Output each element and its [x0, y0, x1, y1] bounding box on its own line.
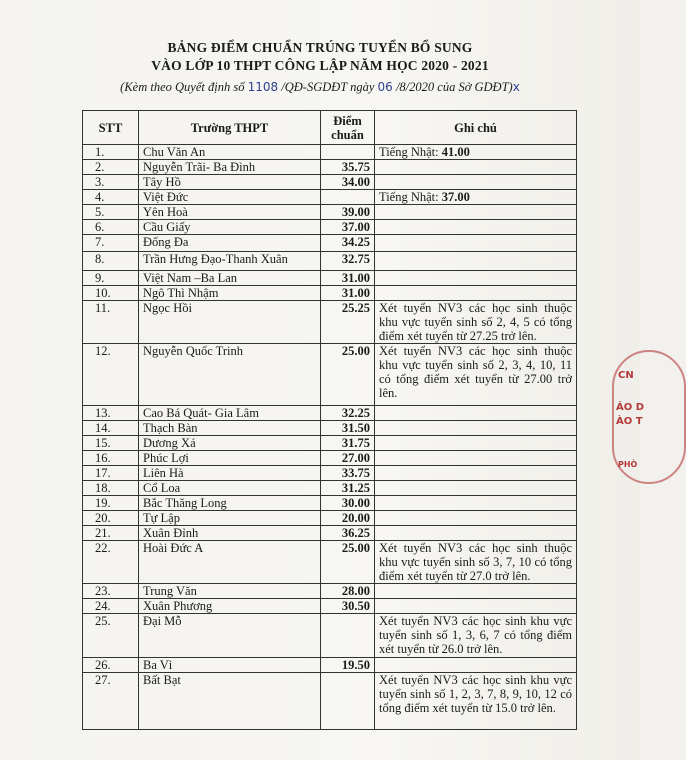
row-school: Nguyễn Trãi- Ba Đình	[139, 160, 321, 175]
stamp-text-1: CN	[618, 370, 634, 381]
row-score: 31.25	[321, 481, 375, 496]
decision-reference	[0, 80, 640, 95]
row-score	[321, 190, 375, 205]
row-school: Đống Đa	[139, 235, 321, 252]
table-row	[83, 175, 577, 190]
note-label: Tiếng Nhật:	[379, 145, 442, 159]
note-value: 37.00	[441, 190, 470, 204]
header-stt: STT	[83, 111, 139, 145]
note-mid: /QĐ-SGDĐT ngày	[278, 80, 378, 94]
row-stt: 20.	[83, 511, 139, 526]
row-stt: 3.	[83, 175, 139, 190]
row-stt: 8.	[83, 252, 139, 271]
table-row	[83, 252, 577, 271]
row-school: Thạch Bàn	[139, 421, 321, 436]
row-score: 30.00	[321, 496, 375, 511]
stamp-text-4: PHÒ	[618, 460, 638, 469]
table-row	[83, 301, 577, 344]
row-stt: 26.	[83, 658, 139, 673]
row-score: 25.25	[321, 301, 375, 344]
table-row	[83, 614, 577, 658]
row-note	[375, 421, 577, 436]
stamp-text-3: ÀO T	[616, 416, 643, 427]
row-score: 28.00	[321, 584, 375, 599]
row-note	[375, 252, 577, 271]
table-row	[83, 599, 577, 614]
row-school: Dương Xá	[139, 436, 321, 451]
table-row	[83, 481, 577, 496]
row-school: Cầu Giấy	[139, 220, 321, 235]
row-school: Tây Hồ	[139, 175, 321, 190]
row-score: 25.00	[321, 541, 375, 584]
row-school: Cổ Loa	[139, 481, 321, 496]
row-school: Bắc Thăng Long	[139, 496, 321, 511]
row-school: Tự Lập	[139, 511, 321, 526]
table-row	[83, 160, 577, 175]
row-score: 19.50	[321, 658, 375, 673]
row-stt: 5.	[83, 205, 139, 220]
row-stt: 13.	[83, 406, 139, 421]
row-school: Việt Nam –Ba Lan	[139, 271, 321, 286]
row-school: Đại Mỗ	[139, 614, 321, 658]
table-row	[83, 344, 577, 406]
row-score: 31.00	[321, 271, 375, 286]
table-row	[83, 496, 577, 511]
row-score: 32.25	[321, 406, 375, 421]
row-note	[375, 220, 577, 235]
row-note	[375, 160, 577, 175]
row-note	[375, 511, 577, 526]
row-school: Trung Văn	[139, 584, 321, 599]
row-score: 20.00	[321, 511, 375, 526]
stamp-text-2: ÁO D	[616, 402, 645, 413]
table-row	[83, 451, 577, 466]
row-score: 35.75	[321, 160, 375, 175]
table-row	[83, 271, 577, 286]
row-school: Xuân Đỉnh	[139, 526, 321, 541]
row-school: Phúc Lợi	[139, 451, 321, 466]
row-note: Xét tuyển NV3 các học sinh khu vực tuyển sinh số 1, 3, 6, 7 có tổng điểm xét tuyển từ 26.0 trở lên.	[375, 614, 577, 658]
table-row	[83, 286, 577, 301]
row-note	[375, 271, 577, 286]
table-row	[83, 421, 577, 436]
table-row	[83, 145, 577, 160]
table-row	[83, 584, 577, 599]
row-stt: 11.	[83, 301, 139, 344]
row-score: 32.75	[321, 252, 375, 271]
row-score: 37.00	[321, 220, 375, 235]
score-table	[82, 110, 577, 730]
row-school: Liên Hà	[139, 466, 321, 481]
row-note	[375, 175, 577, 190]
table-row	[83, 673, 577, 730]
row-stt: 2.	[83, 160, 139, 175]
row-school: Ngô Thì Nhậm	[139, 286, 321, 301]
note-prefix: (Kèm theo Quyết định số	[120, 80, 248, 94]
note-suffix: /8/2020 của Sở GDĐT)	[392, 80, 513, 94]
row-note	[375, 599, 577, 614]
row-note: Xét tuyển NV3 các học sinh thuộc khu vực tuyển sinh số 2, 3, 4, 10, 11 có tổng điểm xét tuyển từ 27.00 trở lên.	[375, 344, 577, 406]
row-stt: 19.	[83, 496, 139, 511]
row-stt: 17.	[83, 466, 139, 481]
row-score: 25.00	[321, 344, 375, 406]
row-note	[375, 584, 577, 599]
header-school: Trường THPT	[139, 111, 321, 145]
row-stt: 24.	[83, 599, 139, 614]
row-note	[375, 235, 577, 252]
row-score	[321, 614, 375, 658]
note-value: 41.00	[441, 145, 470, 159]
row-note	[375, 286, 577, 301]
row-school: Ngọc Hồi	[139, 301, 321, 344]
row-score: 39.00	[321, 205, 375, 220]
row-score: 31.75	[321, 436, 375, 451]
row-stt: 15.	[83, 436, 139, 451]
row-score: 33.75	[321, 466, 375, 481]
handwritten-mark: x	[512, 80, 520, 94]
row-school: Việt Đức	[139, 190, 321, 205]
row-school: Trần Hưng Đạo-Thanh Xuân	[139, 252, 321, 271]
row-score: 34.00	[321, 175, 375, 190]
row-stt: 16.	[83, 451, 139, 466]
header-score-line2: chuẩn	[331, 127, 364, 142]
row-note: Xét tuyển NV3 các học sinh thuộc khu vực tuyển sinh số 2, 4, 5 có tổng điểm xét tuyển từ 27.25 trở lên.	[375, 301, 577, 344]
note-label: Tiếng Nhật:	[379, 190, 442, 204]
header-score-line1: Điểm	[333, 113, 362, 128]
row-note: Xét tuyển NV3 các học sinh khu vực tuyển sinh số 1, 2, 3, 7, 8, 9, 10, 12 có tổng điểm xét tuyển từ 15.0 trở lên.	[375, 673, 577, 730]
table-row	[83, 658, 577, 673]
row-note	[375, 496, 577, 511]
row-school: Bất Bạt	[139, 673, 321, 730]
row-note	[375, 481, 577, 496]
row-note	[375, 526, 577, 541]
table-row	[83, 466, 577, 481]
header-note: Ghi chú	[375, 111, 577, 145]
row-note	[375, 406, 577, 421]
official-stamp	[608, 350, 648, 480]
row-stt: 21.	[83, 526, 139, 541]
row-stt: 18.	[83, 481, 139, 496]
table-row	[83, 406, 577, 421]
header-score	[321, 111, 375, 145]
row-school: Hoài Đức A	[139, 541, 321, 584]
decision-number: 1108	[247, 80, 279, 94]
table-row	[83, 205, 577, 220]
row-score: 27.00	[321, 451, 375, 466]
document-title-line1: BẢNG ĐIỂM CHUẨN TRÚNG TUYỂN BỔ SUNG	[167, 40, 473, 55]
row-note	[375, 436, 577, 451]
row-stt: 14.	[83, 421, 139, 436]
row-stt: 1.	[83, 145, 139, 160]
row-score: 31.00	[321, 286, 375, 301]
document-title-line2: VÀO LỚP 10 THPT CÔNG LẬP NĂM HỌC 2020 - 2021	[151, 58, 489, 73]
row-note	[375, 190, 577, 205]
row-school: Chu Văn An	[139, 145, 321, 160]
row-school: Ba Vì	[139, 658, 321, 673]
row-stt: 7.	[83, 235, 139, 252]
row-stt: 12.	[83, 344, 139, 406]
table-row	[83, 235, 577, 252]
row-school: Nguyễn Quốc Trinh	[139, 344, 321, 406]
table-row	[83, 220, 577, 235]
table-row	[83, 526, 577, 541]
row-stt: 6.	[83, 220, 139, 235]
row-school: Yên Hoà	[139, 205, 321, 220]
row-score: 30.50	[321, 599, 375, 614]
table-header-row	[83, 111, 577, 145]
table-row	[83, 190, 577, 205]
row-school: Cao Bá Quát- Gia Lâm	[139, 406, 321, 421]
row-stt: 9.	[83, 271, 139, 286]
row-school: Xuân Phương	[139, 599, 321, 614]
row-score: 36.25	[321, 526, 375, 541]
row-note	[375, 466, 577, 481]
row-stt: 10.	[83, 286, 139, 301]
row-stt: 27.	[83, 673, 139, 730]
row-stt: 23.	[83, 584, 139, 599]
row-note	[375, 205, 577, 220]
row-note: Xét tuyển NV3 các học sinh thuộc khu vực tuyển sinh số 3, 7, 10 có tổng điểm xét tuyển từ 27.0 trở lên.	[375, 541, 577, 584]
row-note	[375, 658, 577, 673]
row-score	[321, 673, 375, 730]
row-stt: 25.	[83, 614, 139, 658]
table-row	[83, 511, 577, 526]
table-row	[83, 436, 577, 451]
decision-day: 06	[377, 80, 393, 94]
row-stt: 22.	[83, 541, 139, 584]
row-note	[375, 451, 577, 466]
row-stt: 4.	[83, 190, 139, 205]
row-score: 31.50	[321, 421, 375, 436]
table-row	[83, 541, 577, 584]
row-note	[375, 145, 577, 160]
row-score	[321, 145, 375, 160]
row-score: 34.25	[321, 235, 375, 252]
